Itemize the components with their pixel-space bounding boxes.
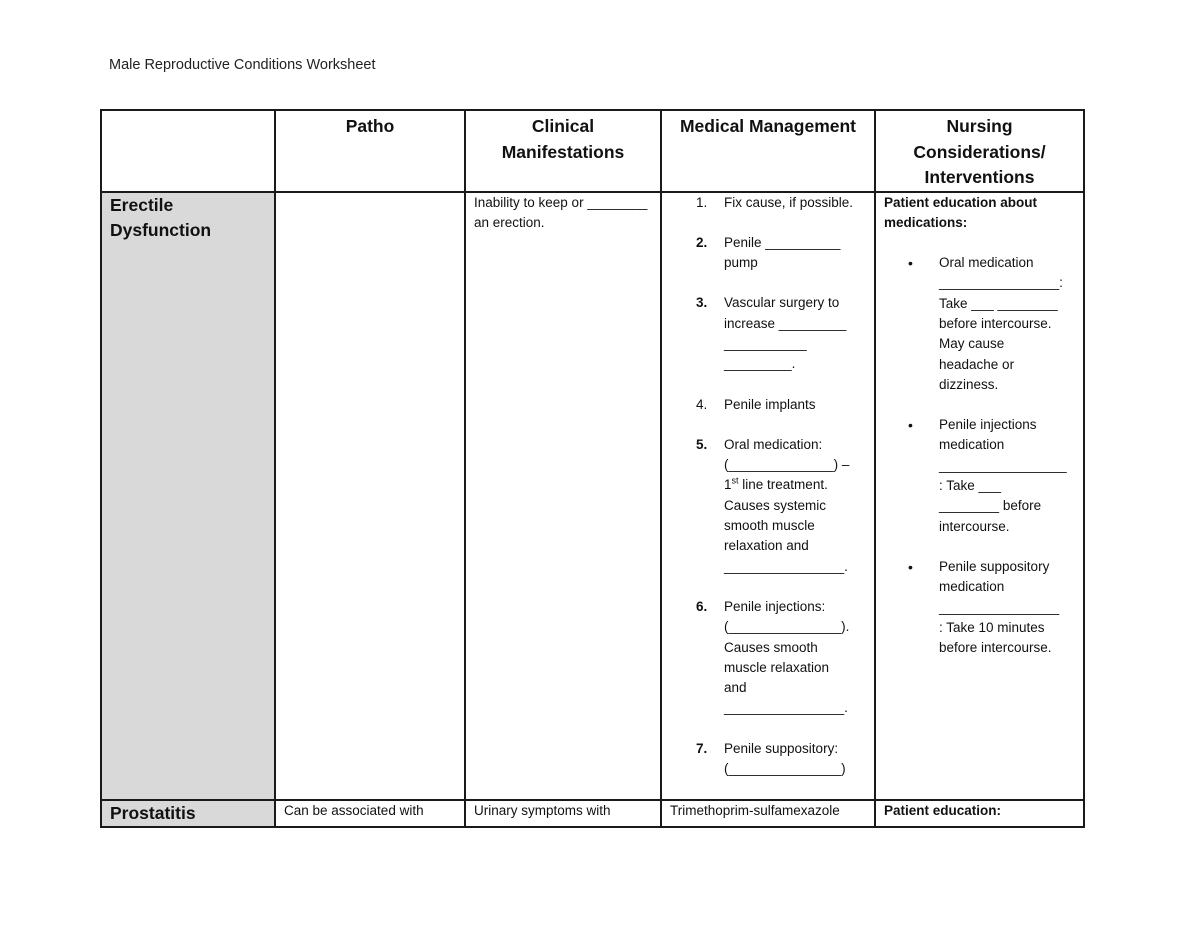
medical-item-line: 1st line treatment.	[724, 475, 828, 493]
nursing-item-line: : Take 10 minutes	[939, 619, 1045, 635]
row-label-prostatitis: Prostatitis	[101, 800, 275, 827]
medical-item-line: pump	[724, 255, 758, 271]
nursing-item-line: Penile suppository	[939, 558, 1050, 574]
medical-item	[670, 193, 866, 213]
cell-pr-medical: Trimethoprim-sulfamexazole	[661, 800, 875, 827]
cell-pr-patho: Can be associated with	[275, 800, 465, 827]
medical-item-line: Penile injections:	[724, 598, 826, 614]
medical-item-line: Causes systemic	[724, 497, 827, 513]
nursing-item-line: medication	[939, 437, 1005, 453]
medical-item-number: 2.	[696, 234, 708, 250]
header-patho: Patho	[275, 110, 465, 192]
medical-item	[670, 739, 866, 780]
nursing-item-line: Penile injections	[939, 417, 1037, 433]
medical-item-number: 1.	[696, 194, 708, 210]
nursing-item-line: Take ___ ________	[939, 295, 1058, 311]
nursing-item-line: ________________	[939, 599, 1060, 615]
cell-ed-nursing	[875, 192, 1084, 801]
bullet-icon: •	[908, 255, 913, 272]
cell-pr-nursing	[875, 800, 1084, 827]
medical-item-line: Oral medication:	[724, 436, 823, 452]
medical-item-line: (_______________)	[724, 761, 846, 777]
medical-item	[670, 293, 866, 374]
nursing-item-line: ________ before	[939, 498, 1042, 514]
medical-item-line: Causes smooth	[724, 639, 818, 655]
medical-item-line: Vascular surgery to	[724, 295, 840, 311]
medical-item-line: ___________	[724, 335, 807, 351]
nursing-item	[884, 253, 1075, 395]
medical-item-line: smooth muscle	[724, 518, 815, 534]
nursing-item-line: medication	[939, 579, 1005, 595]
bullet-icon: •	[908, 558, 913, 575]
nursing-item-line: dizziness.	[939, 376, 999, 392]
medical-item-line: ________________.	[724, 558, 848, 574]
cell-pr-clinical: Urinary symptoms with	[465, 800, 661, 827]
medical-item-line: (_______________).	[724, 619, 850, 635]
document-title: Male Reproductive Conditions Worksheet	[109, 57, 376, 73]
medical-item	[670, 233, 866, 274]
medical-item-line: and	[724, 680, 747, 696]
nursing-item-line: May cause	[939, 336, 1005, 352]
nursing-item-line: before intercourse.	[939, 640, 1052, 656]
cell-ed-patho	[275, 192, 465, 801]
header-clinical	[465, 110, 661, 192]
medical-item-line: increase _________	[724, 315, 847, 331]
nursing-heading-ed: Patient education about medications:	[884, 194, 1038, 230]
nursing-heading-pr: Patient education:	[884, 803, 1002, 819]
medical-item-line: Penile suppository:	[724, 740, 839, 756]
nursing-item-line: Oral medication	[939, 255, 1034, 271]
medical-item-line: Fix cause, if possible.	[724, 194, 854, 210]
medical-item-number: 4.	[696, 396, 708, 412]
table-row-erectile-dysfunction	[101, 192, 1084, 801]
worksheet-table	[100, 109, 1085, 828]
bullet-icon: •	[908, 417, 913, 434]
header-blank	[101, 110, 275, 192]
nursing-item-line: before intercourse.	[939, 315, 1052, 331]
header-medical: Medical Management	[661, 110, 875, 192]
medical-item-line: muscle relaxation	[724, 659, 830, 675]
medical-item-line: Penile __________	[724, 234, 841, 250]
medical-item-number: 7.	[696, 740, 708, 756]
medical-item-line: relaxation and	[724, 538, 809, 554]
medical-item	[670, 435, 866, 577]
medical-management-list	[670, 193, 866, 780]
nursing-item-line: headache or	[939, 356, 1015, 372]
nursing-item-line: _________________	[939, 457, 1067, 473]
medical-item	[670, 395, 866, 415]
cell-ed-medical	[661, 192, 875, 801]
medical-item	[670, 597, 866, 719]
medical-item-number: 3.	[696, 295, 708, 311]
nursing-list	[884, 253, 1075, 658]
medical-item-number: 6.	[696, 598, 708, 614]
medical-item-line: (______________) –	[724, 457, 850, 473]
cell-ed-clinical: Inability to keep or ________ an erection.	[465, 192, 661, 801]
table-header-row	[101, 110, 1084, 192]
header-clinical-label: Clinical Manifestations	[501, 116, 625, 162]
medical-item-line: ________________.	[724, 700, 848, 716]
header-nursing-label: Nursing Considerations/ Interventions	[913, 116, 1046, 187]
nursing-item-line: ________________:	[939, 275, 1063, 291]
nursing-item	[884, 415, 1075, 537]
nursing-item-line: intercourse.	[939, 518, 1010, 534]
medical-item-number: 5.	[696, 436, 708, 452]
header-nursing	[875, 110, 1084, 192]
medical-item-line: _________.	[724, 356, 796, 372]
row-label-erectile-dysfunction: Erectile Dysfunction	[101, 192, 275, 801]
table-row-prostatitis	[101, 800, 1084, 827]
medical-item-line: Penile implants	[724, 396, 816, 412]
nursing-item	[884, 557, 1075, 658]
nursing-item-line: : Take ___	[939, 478, 1002, 494]
